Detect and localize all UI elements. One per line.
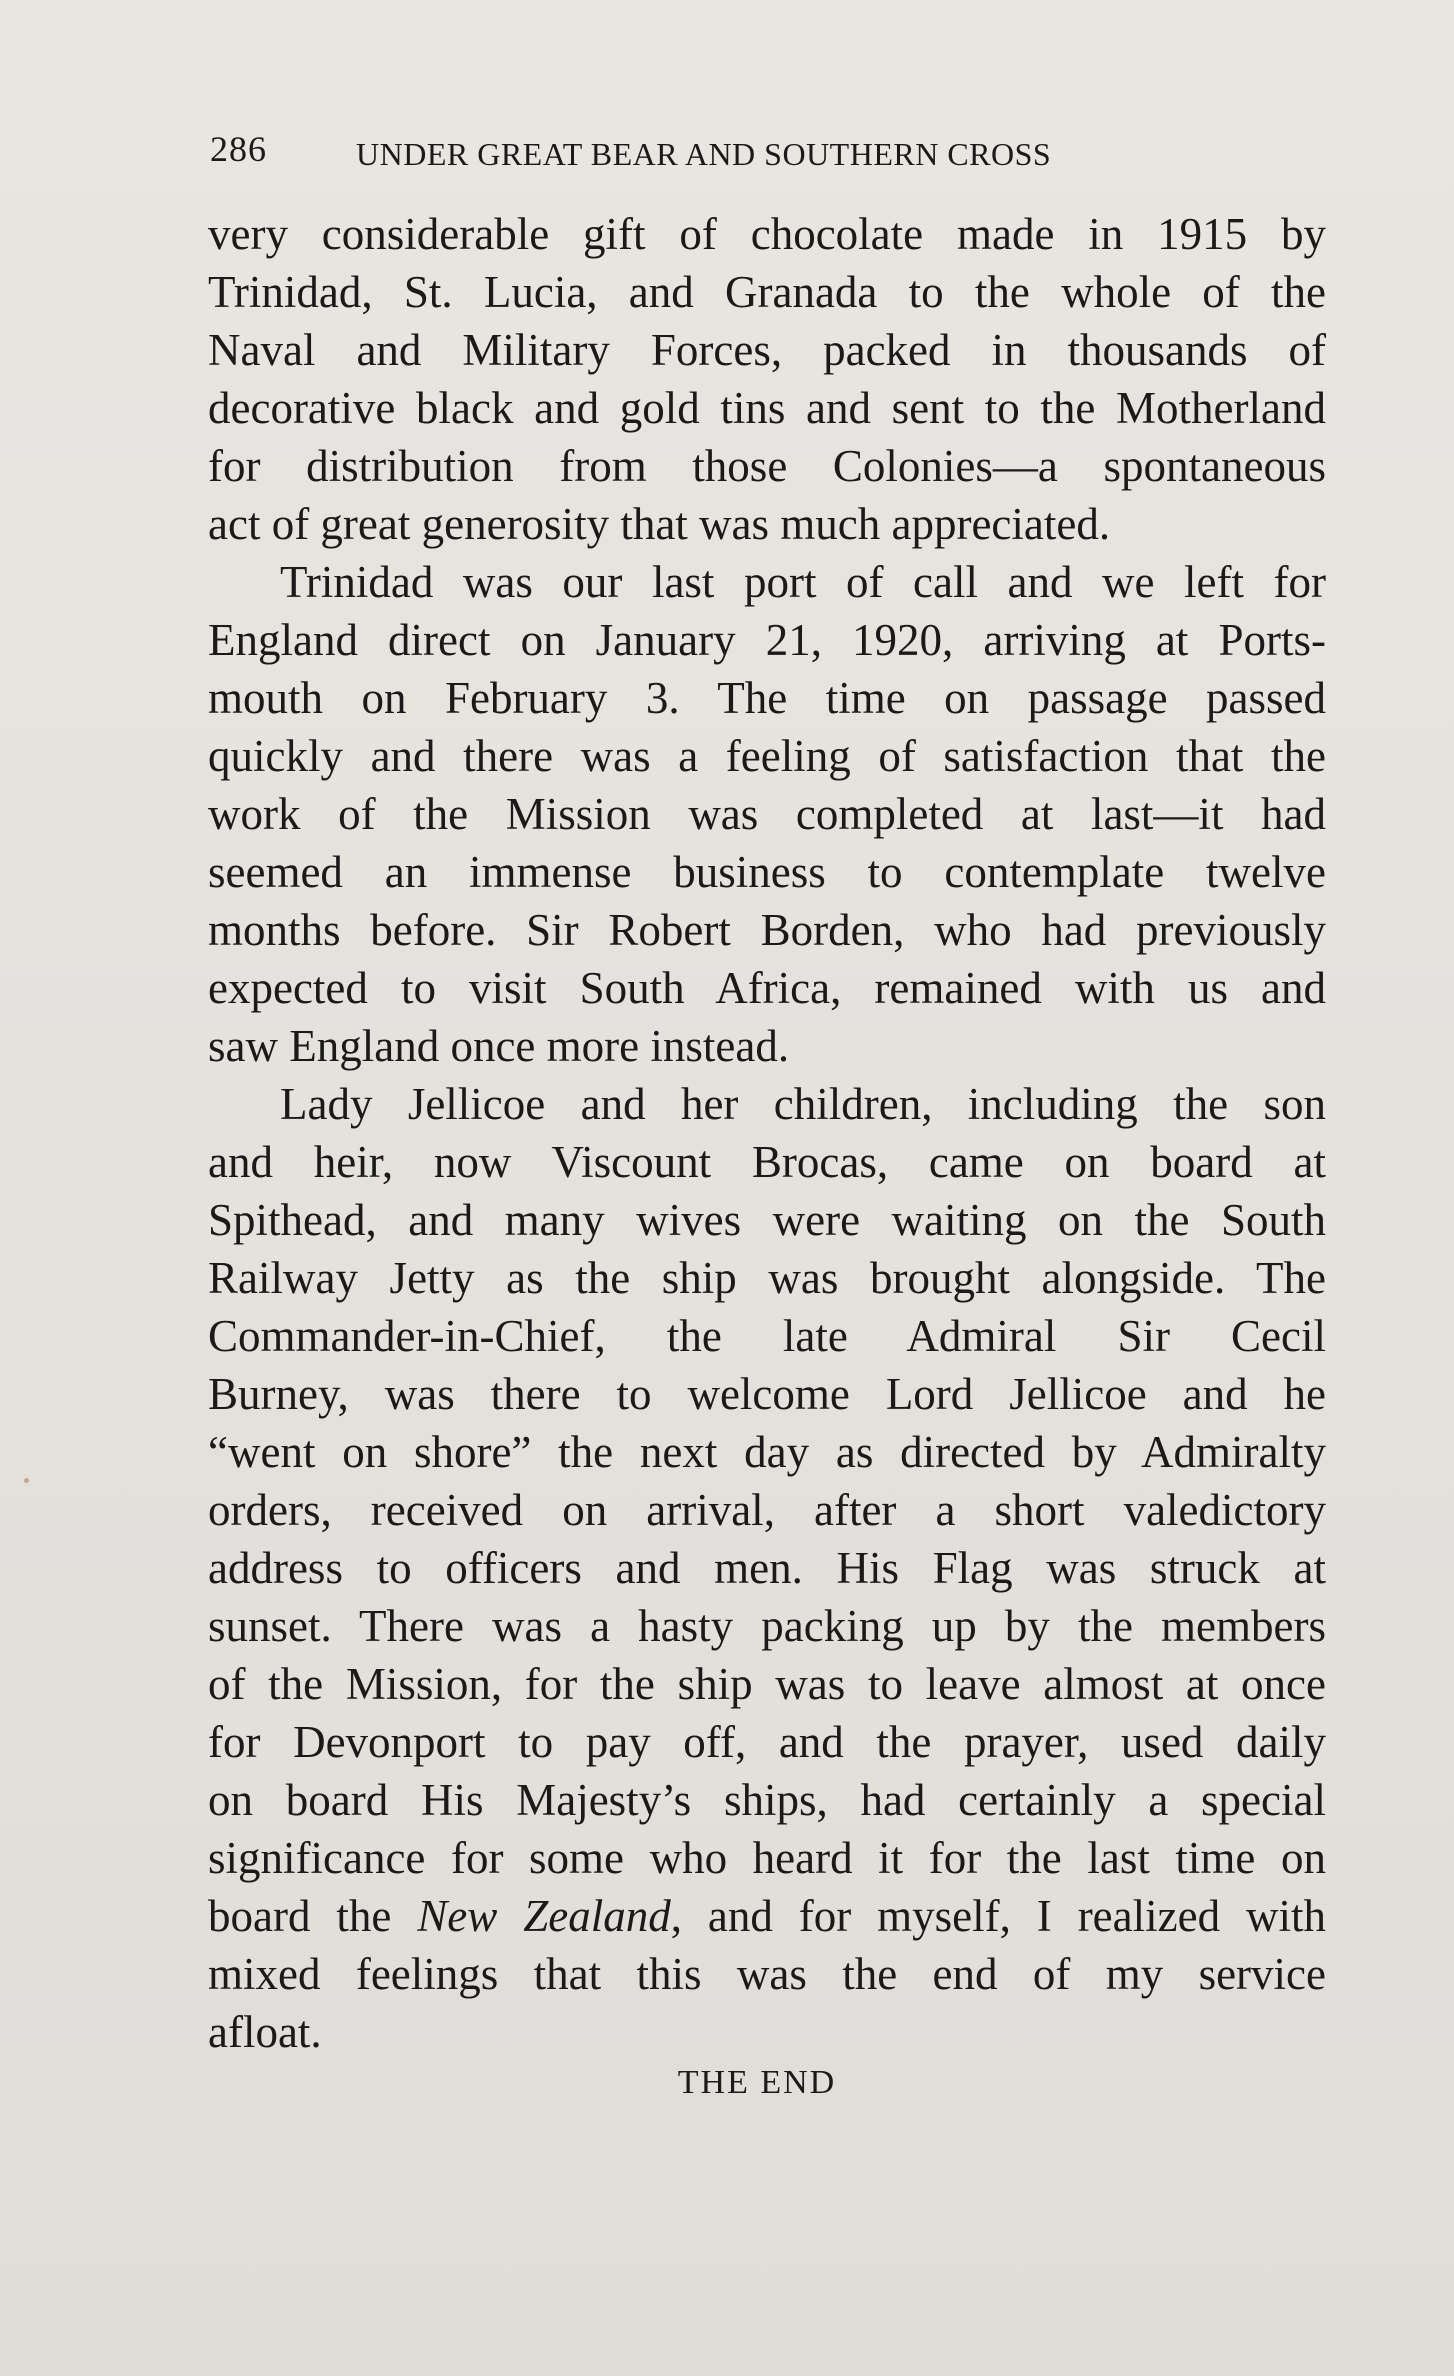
text-line: Commander-in-Chief, the late Admiral Sir Cecil: [208, 1311, 1326, 1361]
text-line: quickly and there was a feeling of satisfaction that the: [208, 731, 1326, 781]
text-line: Spithead, and many wives were waiting on the South: [208, 1195, 1326, 1245]
body-text: [208, 205, 1326, 2061]
text-line: significance for some who heard it for the last time on: [208, 1833, 1326, 1883]
text-line: mixed feelings that this was the end of my service: [208, 1949, 1326, 1999]
running-head: UNDER GREAT BEAR AND SOUTHERN CROSS: [356, 136, 1052, 172]
text-line: seemed an immense business to contemplate twelve: [208, 847, 1326, 897]
text-line: orders, received on arrival, after a short valedictory: [208, 1485, 1326, 1535]
text-line: of the Mission, for the ship was to leave almost at once: [208, 1659, 1326, 1709]
text-line: England direct on January 21, 1920, arriving at Ports-: [208, 615, 1326, 665]
text-line: expected to visit South Africa, remained with us and: [208, 963, 1326, 1013]
text-line: and heir, now Viscount Brocas, came on board at: [208, 1137, 1326, 1187]
text-line: act of great generosity that was much appreciated.: [208, 499, 1111, 549]
text-line: decorative black and gold tins and sent to the Motherland: [208, 383, 1326, 433]
ship-name-italic: New Zealand: [417, 1891, 671, 1941]
text-line: Railway Jetty as the ship was brought alongside. The: [208, 1253, 1326, 1303]
text-line: work of the Mission was completed at last—it had: [208, 789, 1326, 839]
line-part: , and for myself, I realized with: [670, 1891, 1326, 1941]
page-header: [210, 128, 1330, 188]
page-number: 286: [210, 129, 267, 169]
text-line: Trinidad, St. Lucia, and Granada to the whole of the: [208, 267, 1326, 317]
text-line: months before. Sir Robert Borden, who had previously: [208, 905, 1326, 955]
text-line: very considerable gift of chocolate made in 1915 by: [208, 209, 1326, 259]
text-line: Burney, was there to welcome Lord Jellicoe and he: [208, 1369, 1326, 1419]
text-line: address to officers and men. His Flag was struck at: [208, 1543, 1326, 1593]
text-line: “went on shore” the next day as directed by Admiralty: [208, 1427, 1326, 1477]
text-line: sunset. There was a hasty packing up by the members: [208, 1601, 1326, 1651]
text-line: for Devonport to pay off, and the prayer, used daily: [208, 1717, 1326, 1767]
text-line: afloat.: [208, 2007, 322, 2057]
text-line: on board His Majesty’s ships, had certainly a special: [208, 1775, 1326, 1825]
line-part: board the: [208, 1891, 418, 1941]
text-line: for distribution from those Colonies—a spontaneous: [208, 441, 1326, 491]
text-line: saw England once more instead.: [208, 1021, 790, 1071]
text-line-ship-name: [208, 1887, 1326, 1945]
text-line: Naval and Military Forces, packed in thousands of: [208, 325, 1326, 375]
text-line: Trinidad was our last port of call and we left for: [280, 557, 1326, 607]
text-line: mouth on February 3. The time on passage passed: [208, 673, 1326, 723]
paper-blemish: [24, 1478, 29, 1483]
the-end-mark: THE END: [677, 2064, 837, 2101]
text-line: Lady Jellicoe and her children, including the son: [280, 1079, 1326, 1129]
